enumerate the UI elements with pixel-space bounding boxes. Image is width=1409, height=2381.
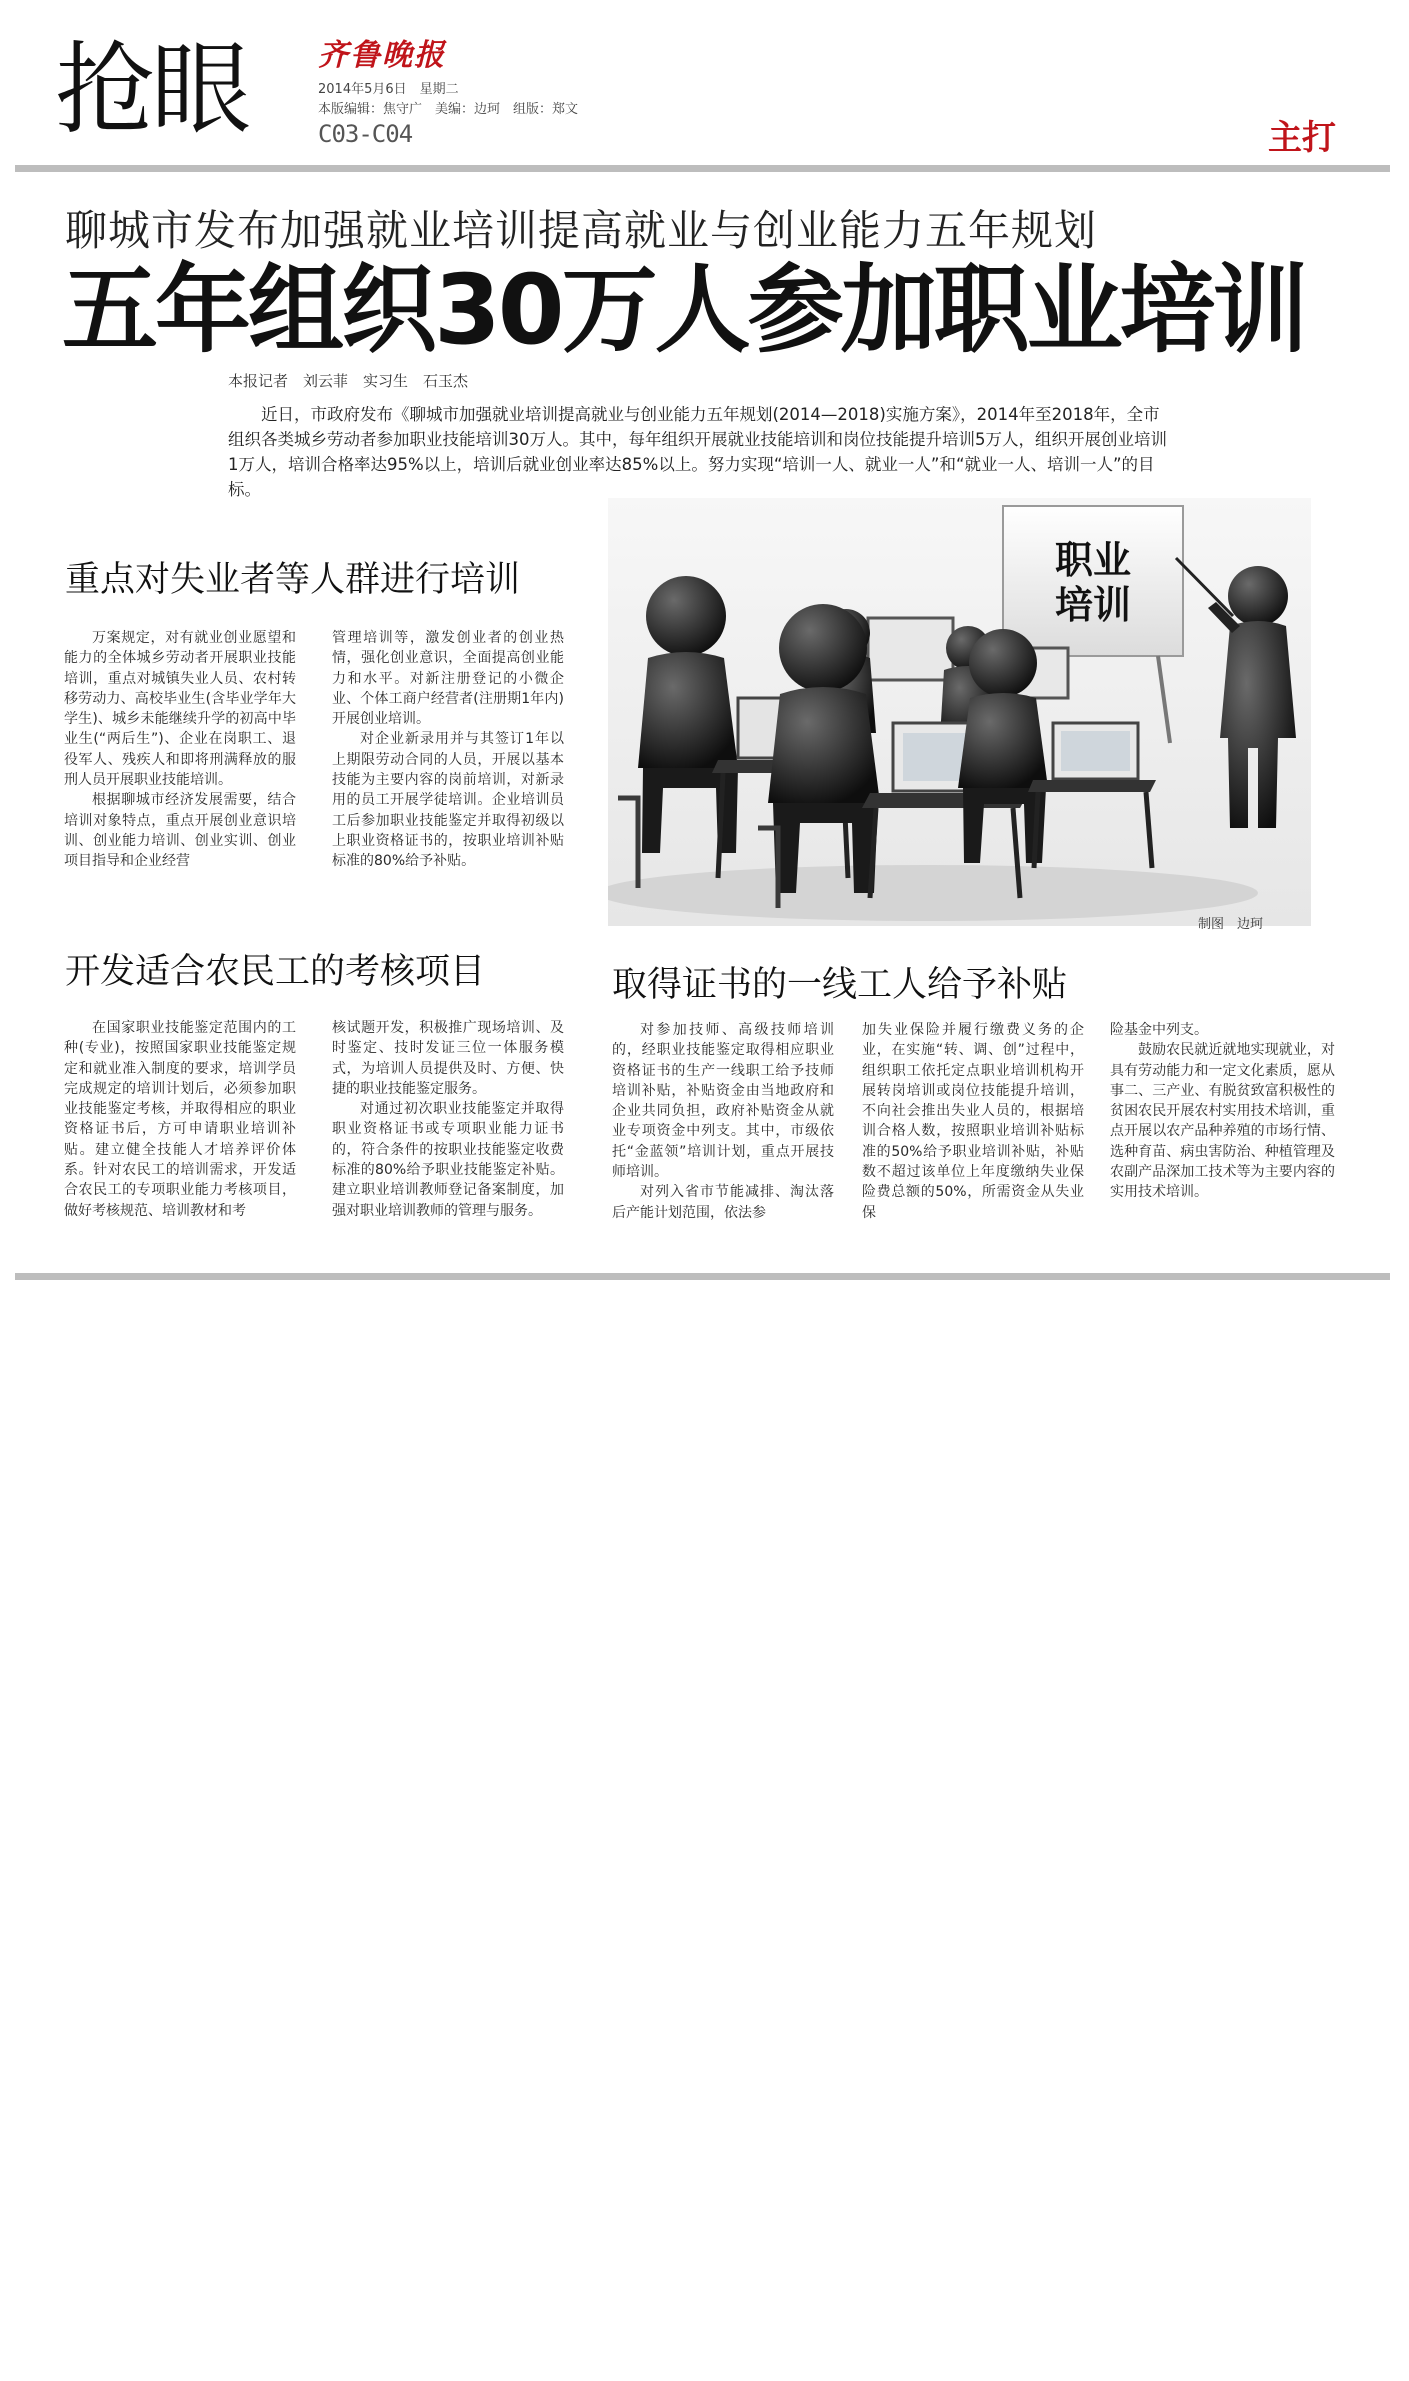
section-1-title: 重点对失业者等人群进行培训 <box>65 560 521 600</box>
illustration-svg <box>608 498 1311 926</box>
paragraph: 核试题开发，积极推广现场培训、及时鉴定、技时发证三位一体服务模式，为培训人员提供及时、方便、快捷的职业技能鉴定服务。 <box>332 1020 564 1097</box>
svg-text:培训: 培训 <box>1054 583 1132 627</box>
bottom-divider <box>15 1273 1390 1280</box>
section-3-column-1 <box>612 1020 834 1223</box>
section-2-column-2 <box>332 1018 564 1221</box>
top-divider <box>15 165 1390 172</box>
paragraph: 鼓励农民就近就地实现就业，对具有劳动能力和一定文化素质，愿从事二、三产业、有脱贫致富积极性的贫困农民开展农村实用技术培训，重点开展以农产品种养殖的市场行情、选种育苗、病虫害防治、种植管理及农副产品深加工技术等为主要内容的实用技术培训。 <box>1110 1042 1335 1201</box>
section-2-column-1 <box>64 1018 296 1221</box>
newspaper-logo: 齐鲁晚报 <box>318 38 446 73</box>
paragraph: 对列入省市节能减排、淘汰落后产能计划范围，依法参 <box>612 1184 834 1221</box>
section-3-column-2 <box>862 1020 1084 1223</box>
editors-line: 本版编辑：焦守广 美编：边珂 组版：郑文 <box>318 102 579 117</box>
column-tag: 主打 <box>1268 118 1336 158</box>
training-illustration <box>608 498 1311 926</box>
paragraph: 管理培训等，激发创业者的创业热情，强化创业意识，全面提高创业能力和水平。对新注册登记的小微企业、个体工商户经营者(注册期1年内)开展创业培训。 <box>332 630 564 728</box>
article-kicker: 聊城市发布加强就业培训提高就业与创业能力五年规划 <box>65 206 1098 255</box>
article-headline: 五年组织30万人参加职业培训 <box>62 254 1306 366</box>
paragraph: 加失业保险并履行缴费义务的企业，在实施“转、调、创”过程中，组织职工依托定点职业培训机构开展转岗培训或岗位技能提升培训，不向社会推出失业人员的，根据培训合格人数，按照职业培训补贴标准的50%给予职业培训补贴，补贴数不超过该单位上年度缴纳失业保险费总额的50%，所需资金从失业保 <box>862 1022 1084 1221</box>
page-numbers: C03-C04 <box>318 120 413 148</box>
illustration-credit: 制图 边珂 <box>1198 917 1264 932</box>
section-1-column-2 <box>332 628 564 872</box>
paragraph: 在国家职业技能鉴定范围内的工种(专业)，按照国家职业技能鉴定规定和就业准入制度的要求，培训学员完成规定的培训计划后，必须参加职业技能鉴定考核，并取得相应的职业资格证书后，方可申请职业培训补贴。建立健全技能人才培养评价体系。针对农民工的培训需求，开发适合农民工的专项职业能力考核项目，做好考核规范、培训教材和考 <box>64 1020 296 1219</box>
paragraph: 根据聊城市经济发展需要，结合培训对象特点，重点开展创业意识培训、创业能力培训、创业实训、创业项目指导和企业经营 <box>64 792 296 870</box>
section-3-title: 取得证书的一线工人给予补贴 <box>612 965 1068 1005</box>
svg-text:职业: 职业 <box>1054 538 1132 582</box>
paragraph: 万案规定，对有就业创业愿望和能力的全体城乡劳动者开展职业技能培训，重点对城镇失业人员、农村转移劳动力、高校毕业生(含毕业学年大学生)、城乡未能继续升学的初高中毕业生(“两后生”)、企业在岗职工、退役军人、残疾人和即将刑满释放的服刑人员开展职业技能培训。 <box>64 630 296 789</box>
paragraph: 险基金中列支。 <box>1110 1022 1208 1038</box>
date-line: 2014年5月6日 星期二 <box>318 82 459 97</box>
section-name: 抢眼 <box>55 31 247 148</box>
paragraph: 对通过初次职业技能鉴定并取得职业资格证书或专项职业能力证书的，符合条件的按职业技能鉴定收费标准的80%给予职业技能鉴定补贴。建立职业培训教师登记备案制度，加强对职业培训教师的管理与服务。 <box>332 1101 564 1219</box>
paragraph: 对企业新录用并与其签订1年以上期限劳动合同的人员，开展以基本技能为主要内容的岗前培训，对新录用的员工开展学徒培训。企业培训员工后参加职业技能鉴定并取得初级以上职业资格证书的，按职业培训补贴标准的80%给予补贴。 <box>332 731 564 870</box>
section-1-column-1 <box>64 628 296 872</box>
section-3-column-3 <box>1110 1020 1335 1203</box>
paragraph: 对参加技师、高级技师培训的，经职业技能鉴定取得相应职业资格证书的生产一线职工给予技师培训补贴，补贴资金由当地政府和企业共同负担，政府补贴资金从就业专项资金中列支。其中，市级依托“金蓝领”培训计划，重点开展技师培训。 <box>612 1022 834 1181</box>
article-lead: 近日，市政府发布《聊城市加强就业培训提高就业与创业能力五年规划(2014—2018)实施方案》，2014年至2018年，全市组织各类城乡劳动者参加职业技能培训30万人。其中，每年组织开展就业技能培训和岗位技能提升培训5万人，组织开展创业培训1万人，培训合格率达95%以上，培训后就业创业率达85%以上。努力实现“培训一人、就业一人”和“就业一人、培训一人”的目标。 <box>228 405 1167 499</box>
article-byline: 本报记者 刘云菲 实习生 石玉杰 <box>228 372 469 390</box>
section-2-title: 开发适合农民工的考核项目 <box>65 952 486 992</box>
